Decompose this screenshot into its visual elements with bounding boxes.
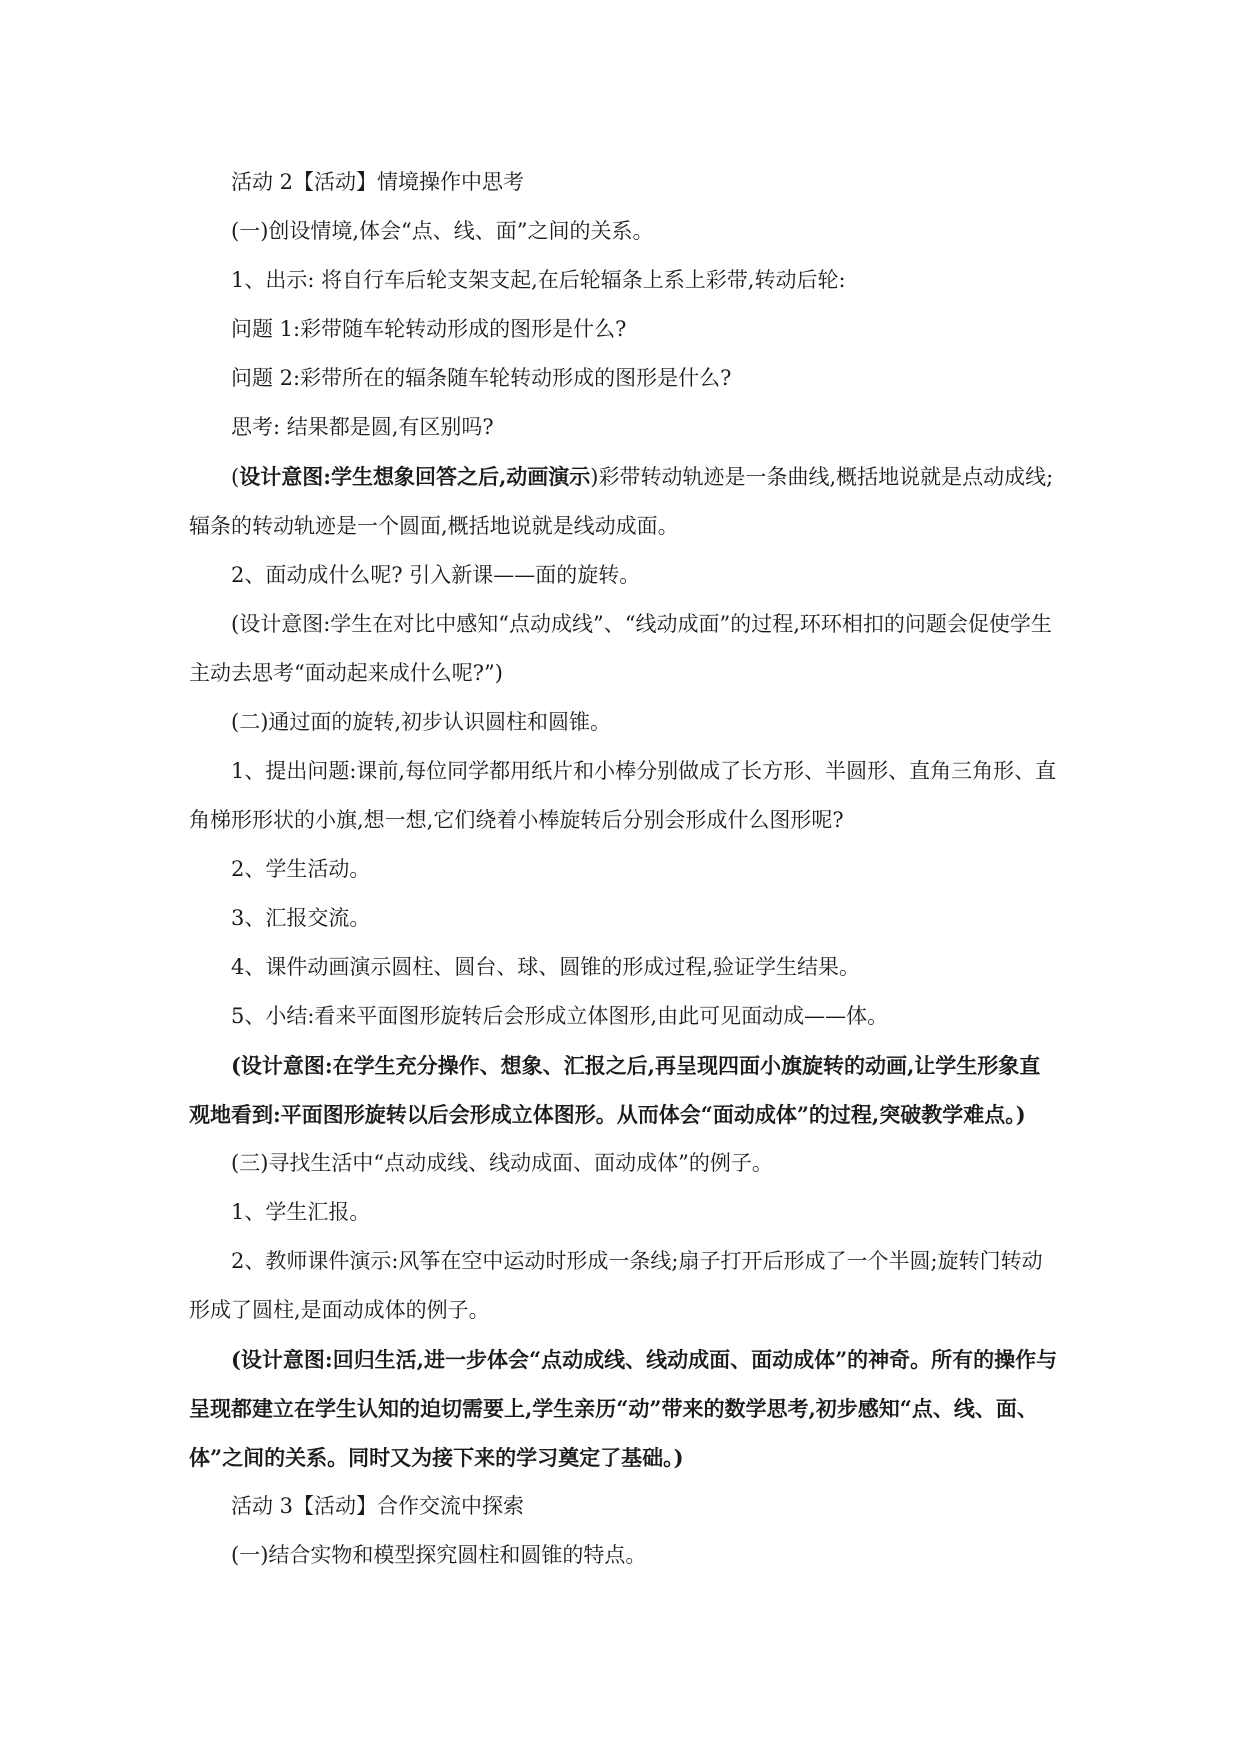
question-1: 问题 1:彩带随车轮转动形成的图形是什么? (231, 317, 627, 341)
paragraph-summary: 5、小结:看来平面图形旋转后会形成立体图形,由此可见面动成——体。 (231, 1004, 889, 1028)
section-1-heading: (一)创设情境,体会“点、线、面”之间的关系。 (231, 219, 654, 243)
section-3-heading: (三)寻找生活中“点动成线、线动成面、面动成体”的例子。 (231, 1151, 773, 1175)
paragraph-student-report: 1、学生汇报。 (231, 1200, 371, 1224)
design-intent-4: (设计意图:回归生活,进一步体会“点动成线、线动成面、面动成体”的神奇。所有的操作与呈现都建立在学生认知的迫切需要上,学生亲历“动”带来的数学思考,初步感知“点、线、面、体”之间的关系。同时又为接下来的学习奠定了基础。) (189, 1347, 1058, 1470)
section-2-heading: (二)通过面的旋转,初步认识圆柱和圆锥。 (231, 710, 612, 734)
design-intent-1-bold: 设计意图:学生想象回答之后,动画演示 (239, 464, 591, 489)
thinking: 思考: 结果都是圆,有区别吗? (231, 415, 494, 439)
question-2: 问题 2:彩带所在的辐条随车轮转动形成的图形是什么? (231, 366, 732, 390)
design-intent-3: (设计意图:在学生充分操作、想象、汇报之后,再呈现四面小旗旋转的动画,让学生形象直观地看到:平面图形旋转以后会形成立体图形。从而体会“面动成体”的过程,突破教学难点。) (189, 1053, 1041, 1127)
section-explore-heading: (一)结合实物和模型探究圆柱和圆锥的特点。 (231, 1543, 647, 1567)
paragraph-show: 1、出示: 将自行车后轮支架支起,在后轮辐条上系上彩带,转动后轮: (231, 268, 846, 292)
paragraph-teacher-demo: 2、教师课件演示:风筝在空中运动时形成一条线;扇子打开后形成了一个半圆;旋转门转动形成了圆柱,是面动成体的例子。 (189, 1249, 1043, 1322)
paragraph-student-activity: 2、学生活动。 (231, 857, 371, 881)
activity-3-heading: 活动 3【活动】合作交流中探索 (231, 1494, 525, 1518)
activity-2-heading: 活动 2【活动】情境操作中思考 (231, 170, 525, 194)
paragraph-animation: 4、课件动画演示圆柱、圆台、球、圆锥的形成过程,验证学生结果。 (231, 955, 861, 979)
design-intent-1: (设计意图:学生想象回答之后,动画演示)彩带转动轨迹是一条曲线,概括地说就是点动成线;辐条的转动轨迹是一个圆面,概括地说就是线动成面。 (189, 464, 1054, 538)
design-intent-2: (设计意图:学生在对比中感知“点动成线”、“线动成面”的过程,环环相扣的问题会促使学生主动去思考“面动起来成什么呢?”) (189, 612, 1052, 685)
document-page (189, 158, 1061, 1580)
design-intent-1-rest: )彩带转动轨迹是一条曲线,概括地说就是点动成线;辐条的转动轨迹是一个圆面,概括地说就是线动成面。 (189, 465, 1054, 538)
paragraph-surface-motion: 2、面动成什么呢? 引入新课——面的旋转。 (231, 563, 641, 587)
paragraph-report: 3、汇报交流。 (231, 906, 371, 930)
paragraph-raise-question: 1、提出问题:课前,每位同学都用纸片和小棒分别做成了长方形、半圆形、直角三角形、直角梯形形状的小旗,想一想,它们绕着小棒旋转后分别会形成什么图形呢? (189, 759, 1057, 832)
